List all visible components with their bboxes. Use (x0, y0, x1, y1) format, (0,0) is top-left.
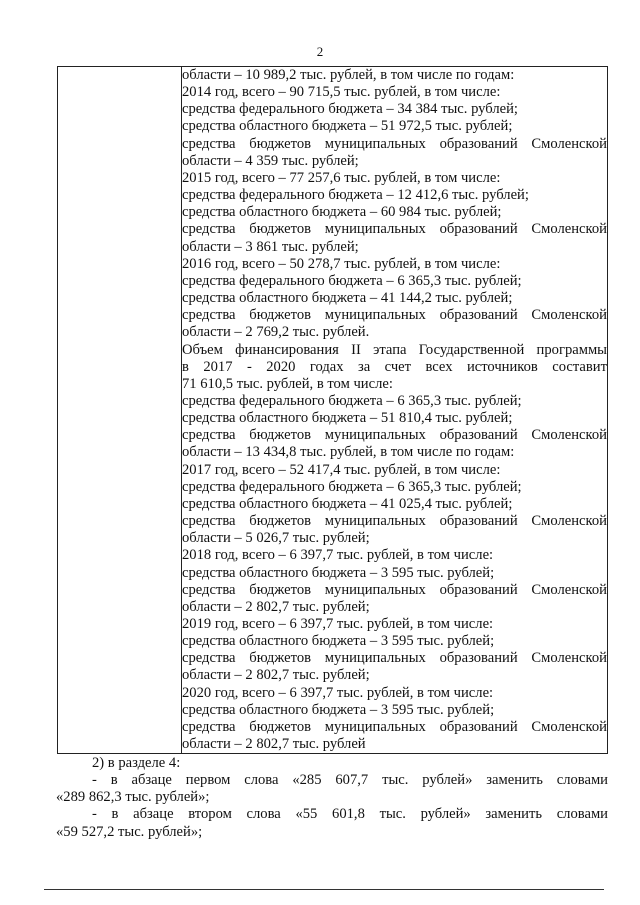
table-text-line: средства областного бюджета – 60 984 тыс. рублей; (182, 204, 502, 221)
table-text-line: Объем финансирования II этапа Государственной программы (182, 341, 607, 358)
table-text-line: средства областного бюджета – 3 595 тыс. рублей; (182, 701, 495, 718)
table-text-line: средства бюджетов муниципальных образований Смоленской (182, 135, 607, 152)
table-text-line: 2020 год, всего – 6 397,7 тыс. рублей, в том числе: (182, 684, 494, 701)
table-text-line: средства бюджетов муниципальных образований Смоленской (182, 221, 607, 238)
table-text-line: средства федерального бюджета – 34 384 тыс. рублей; (182, 101, 518, 118)
table-text-line: области – 3 861 тыс. рублей; (182, 238, 359, 255)
table-text-line: средства федерального бюджета – 6 365,3 тыс. рублей; (182, 478, 522, 495)
table-text-line: 2014 год, всего – 90 715,5 тыс. рублей, в том числе: (182, 84, 501, 101)
table-text-line: 2019 год, всего – 6 397,7 тыс. рублей, в том числе: (182, 616, 494, 632)
table-row (58, 67, 608, 754)
table-text-line: 2016 год, всего – 50 278,7 тыс. рублей, в том числе: (182, 255, 501, 272)
table-text-line: средства областного бюджета – 3 595 тыс. рублей; (182, 633, 495, 650)
table-text-line: средства федерального бюджета – 6 365,3 тыс. рублей; (182, 392, 522, 409)
table-text-line: 2015 год, всего – 77 257,6 тыс. рублей, в том числе: (182, 169, 501, 186)
table-label-cell (58, 67, 182, 754)
table-text-line: 71 610,5 тыс. рублей, в том числе: (182, 375, 393, 392)
table-text-line: области – 2 802,7 тыс. рублей (182, 736, 366, 753)
table-text-line: средства бюджетов муниципальных образований Смоленской (182, 650, 607, 667)
table-text-line: 2017 год, всего – 52 417,4 тыс. рублей, в том числе: (182, 461, 501, 478)
paragraph-line: «59 527,2 тыс. рублей»; (56, 823, 203, 840)
table-text-line: средства федерального бюджета – 12 412,6 тыс. рублей; (182, 187, 529, 204)
page-number: 2 (316, 44, 324, 59)
table-text-line: средства бюджетов муниципальных образований Смоленской (182, 718, 607, 735)
footer-rule (44, 889, 604, 890)
table-text-line: в 2017 - 2020 годах за счет всех источников составит (182, 358, 607, 375)
table-text-line: области – 13 434,8 тыс. рублей, в том числе по годам: (182, 444, 515, 461)
table-text-line: средства областного бюджета – 41 144,2 тыс. рублей; (182, 290, 513, 307)
paragraph-line: 2) в разделе 4: (92, 755, 181, 771)
table-text-line: области – 10 989,2 тыс. рублей, в том числе по годам: (182, 67, 515, 83)
table-text-line: области – 4 359 тыс. рублей; (182, 152, 359, 169)
paragraph-line: - в абзаце первом слова «285 607,7 тыс. рублей» заменить словами (92, 772, 608, 789)
paragraph-line: - в абзаце втором слова «55 601,8 тыс. рублей» заменить словами (92, 806, 608, 823)
table-text-line: области – 2 769,2 тыс. рублей. (182, 324, 370, 341)
amendment-text (56, 755, 608, 841)
table-text-line: средства бюджетов муниципальных образований Смоленской (182, 513, 607, 530)
table-text-line: средства областного бюджета – 41 025,4 тыс. рублей; (182, 495, 513, 512)
table-text-line: средства федерального бюджета – 6 365,3 тыс. рублей; (182, 272, 522, 289)
table-text-line: средства бюджетов муниципальных образований Смоленской (182, 581, 607, 598)
passport-table (57, 66, 608, 754)
table-text-cell (182, 67, 608, 754)
table-text-line: области – 2 802,7 тыс. рублей; (182, 598, 370, 615)
table-text-line: средства областного бюджета – 3 595 тыс. рублей; (182, 564, 495, 581)
table-text-line: средства бюджетов муниципальных образований Смоленской (182, 307, 607, 324)
table-text-line: области – 2 802,7 тыс. рублей; (182, 667, 370, 684)
table-text-line: средства областного бюджета – 51 972,5 тыс. рублей; (182, 118, 513, 135)
table-text-line: средства областного бюджета – 51 810,4 тыс. рублей; (182, 410, 513, 427)
table-text-line: 2018 год, всего – 6 397,7 тыс. рублей, в том числе: (182, 547, 494, 564)
table-text-line: средства бюджетов муниципальных образований Смоленской (182, 427, 607, 444)
paragraph-line: «289 862,3 тыс. рублей»; (56, 789, 210, 806)
table-text-line: области – 5 026,7 тыс. рублей; (182, 530, 370, 547)
